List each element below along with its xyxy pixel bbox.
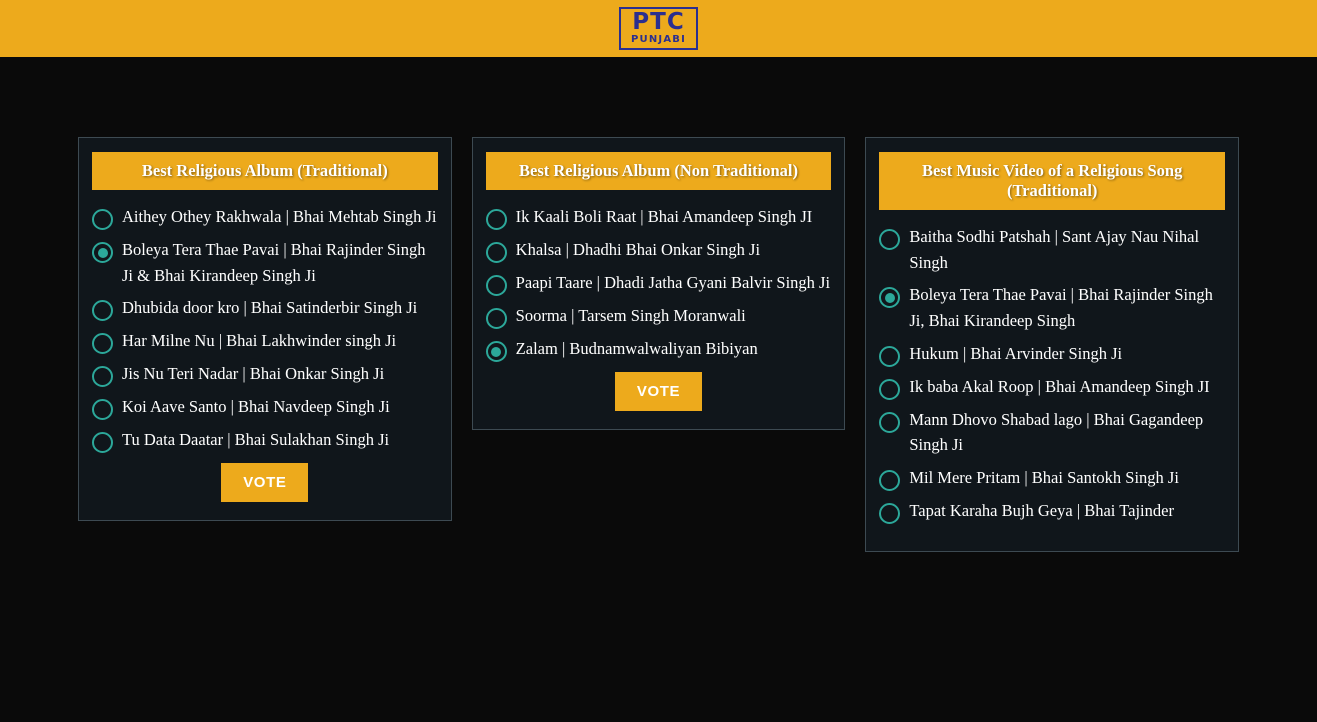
radio-button-icon[interactable] [92, 432, 113, 453]
option-row[interactable] [879, 343, 1225, 367]
option-label: Hukum | Bhai Arvinder Singh Ji [909, 343, 1123, 363]
option-list [486, 206, 832, 362]
vote-button-wrap [486, 372, 832, 411]
option-label: Jis Nu Teri Nadar | Bhai Onkar Singh Ji [122, 364, 385, 384]
category-card [78, 137, 452, 521]
radio-button-icon[interactable] [879, 346, 900, 367]
option-row[interactable] [879, 409, 1225, 458]
option-label: Mil Mere Pritam | Bhai Santokh Singh Ji [909, 467, 1179, 487]
radio-button-icon[interactable] [92, 209, 113, 230]
radio-button-icon[interactable] [879, 229, 900, 250]
option-label: Dhubida door kro | Bhai Satinderbir Singh Ji [122, 298, 418, 318]
option-row[interactable] [486, 272, 832, 296]
option-row[interactable] [879, 226, 1225, 275]
radio-button-icon[interactable] [486, 209, 507, 230]
radio-button-icon[interactable] [879, 379, 900, 400]
option-label: Tu Data Daatar | Bhai Sulakhan Singh Ji [122, 430, 390, 450]
option-label: Boleya Tera Thae Pavai | Bhai Rajinder Singh Ji & Bhai Kirandeep Singh Ji [122, 240, 426, 285]
category-title: Best Religious Album (Traditional) [92, 152, 438, 190]
option-label: Soorma | Tarsem Singh Moranwali [515, 306, 746, 326]
option-row[interactable] [92, 363, 438, 387]
radio-button-icon[interactable] [879, 503, 900, 524]
option-label: Har Milne Nu | Bhai Lakhwinder singh Ji [122, 331, 397, 351]
radio-button-icon[interactable] [92, 300, 113, 321]
ptc-punjabi-logo[interactable] [619, 7, 698, 50]
option-row[interactable] [879, 284, 1225, 333]
option-row[interactable] [92, 429, 438, 453]
radio-button-icon[interactable] [879, 470, 900, 491]
radio-button-icon[interactable] [92, 366, 113, 387]
category-card [865, 137, 1239, 552]
vote-button-wrap [92, 463, 438, 502]
radio-button-icon[interactable] [486, 308, 507, 329]
category-title: Best Music Video of a Religious Song (Traditional) [879, 152, 1225, 210]
option-row[interactable] [92, 297, 438, 321]
option-label: Aithey Othey Rakhwala | Bhai Mehtab Singh Ji [122, 207, 437, 227]
logo-sub-text: PUNJABI [630, 34, 687, 45]
category-card [472, 137, 846, 430]
option-row[interactable] [92, 206, 438, 230]
option-row[interactable] [486, 239, 832, 263]
option-label: Paapi Taare | Dhadi Jatha Gyani Balvir Singh Ji [515, 273, 831, 293]
option-list [92, 206, 438, 453]
option-row[interactable] [879, 376, 1225, 400]
radio-button-icon[interactable] [486, 275, 507, 296]
option-row[interactable] [879, 467, 1225, 491]
option-label: Ik baba Akal Roop | Bhai Amandeep Singh JI [909, 376, 1210, 396]
option-label: Khalsa | Dhadhi Bhai Onkar Singh Ji [515, 240, 761, 260]
option-label: Boleya Tera Thae Pavai | Bhai Rajinder Singh Ji, Bhai Kirandeep Singh [909, 285, 1213, 330]
option-row[interactable] [92, 330, 438, 354]
vote-button[interactable]: VOTE [221, 463, 308, 502]
option-label: Koi Aave Santo | Bhai Navdeep Singh Ji [122, 397, 390, 417]
option-row[interactable] [92, 396, 438, 420]
option-list [879, 226, 1225, 523]
site-header [0, 0, 1317, 57]
category-title: Best Religious Album (Non Traditional) [486, 152, 832, 190]
option-label: Ik Kaali Boli Raat | Bhai Amandeep Singh JI [515, 207, 813, 227]
radio-button-icon[interactable] [92, 242, 113, 263]
option-label: Tapat Karaha Bujh Geya | Bhai Tajinder [909, 500, 1174, 520]
radio-button-icon[interactable] [879, 287, 900, 308]
option-label: Mann Dhovo Shabad lago | Bhai Gagandeep Singh Ji [909, 409, 1204, 455]
radio-button-icon[interactable] [92, 333, 113, 354]
option-label: Baitha Sodhi Patshah | Sant Ajay Nau Nihal Singh [909, 227, 1200, 272]
logo-main-text: PTC [632, 9, 685, 35]
option-row[interactable] [486, 305, 832, 329]
radio-button-icon[interactable] [92, 399, 113, 420]
voting-columns [0, 57, 1317, 552]
radio-button-icon[interactable] [486, 341, 507, 362]
option-row[interactable] [486, 338, 832, 362]
option-row[interactable] [92, 239, 438, 288]
option-label: Zalam | Budnamwalwaliyan Bibiyan [515, 339, 758, 359]
option-row[interactable] [879, 500, 1225, 524]
vote-button[interactable]: VOTE [615, 372, 702, 411]
radio-button-icon[interactable] [879, 412, 900, 433]
radio-button-icon[interactable] [486, 242, 507, 263]
option-row[interactable] [486, 206, 832, 230]
